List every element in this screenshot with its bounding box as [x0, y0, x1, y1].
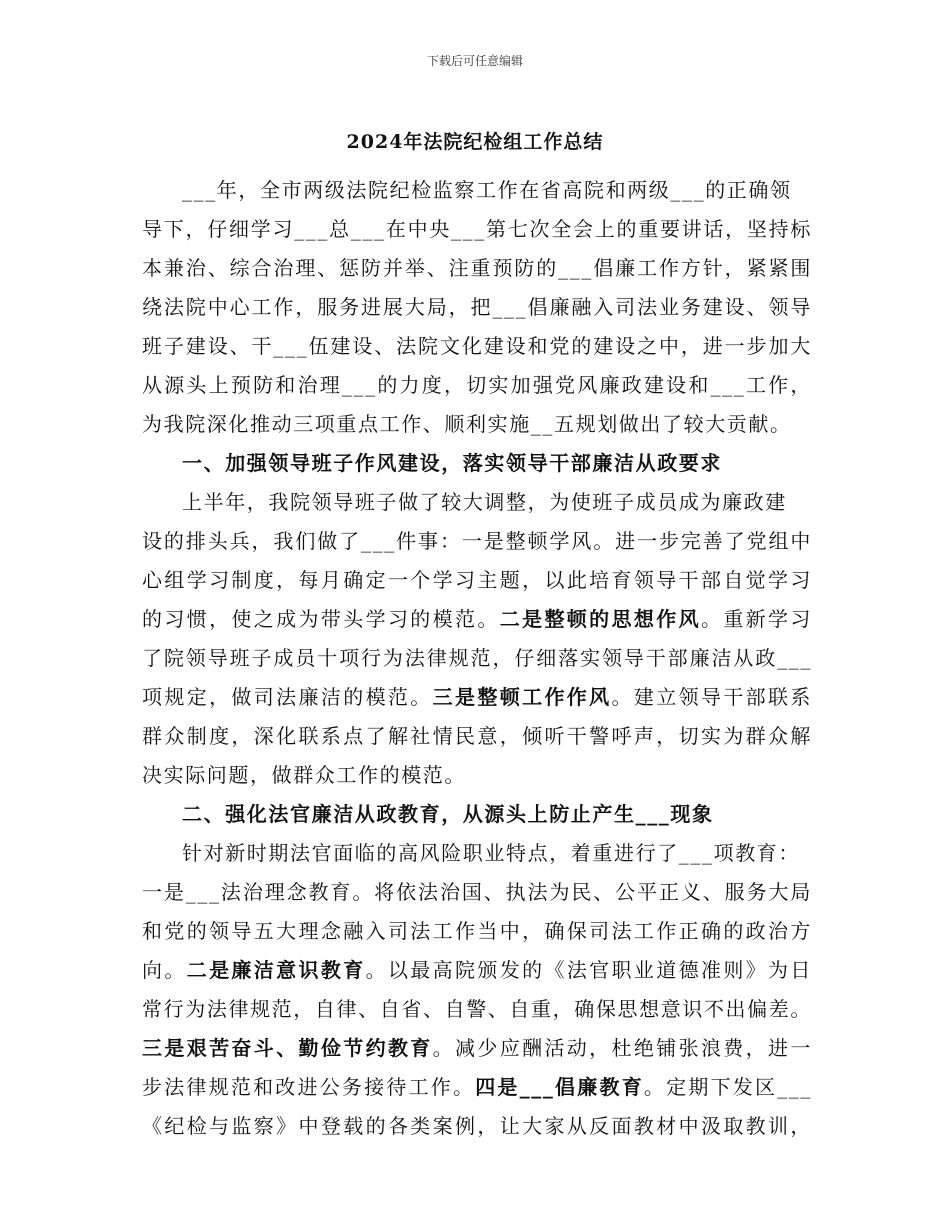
line-text: 本兼治、综合治理、惩防并举、注重预防的___倡廉工作方针，紧紧围	[142, 256, 812, 280]
line-text: 设的排头兵，我们做了___件事：一是整顿学风。进一步完善了党组中	[142, 529, 812, 553]
body-line	[142, 957, 812, 983]
body-line	[142, 567, 812, 593]
body-line	[142, 1035, 812, 1061]
line-text: 项规定，做司法廉洁的模范。	[142, 685, 433, 709]
line-text: ___年，全市两级法院纪检监察工作在省高院和两级___的正确领	[182, 178, 792, 202]
body-line	[142, 684, 812, 710]
heading-text: 一、加强领导班子作风建设，落实领导干部廉洁从政要求	[182, 451, 722, 475]
body-line	[142, 606, 812, 632]
line-text: 。建立领导干部联系	[611, 685, 812, 709]
line-text: 向。	[142, 958, 187, 982]
body-line	[142, 411, 812, 437]
line-text: 步法律规范和改进公务接待工作。	[142, 1075, 476, 1099]
body-line	[182, 489, 812, 515]
line-text: 了院领导班子成员十项行为法律规范，仔细落实领导干部廉洁从政___	[142, 646, 812, 670]
body-line	[142, 528, 812, 554]
heading-text: 二、强化法官廉洁从政教育，从源头上防止产生___现象	[182, 802, 714, 826]
page-title: 2024年法院纪检组工作总结	[346, 131, 604, 153]
body-line	[142, 216, 812, 242]
body-line	[142, 996, 812, 1022]
line-text: 《纪检与监察》中登载的各类案例，让大家从反面教材中汲取教训，	[142, 1114, 812, 1138]
line-text: 心组学习制度，每月确定一个学习主题，以此培育领导干部自觉学习	[142, 568, 812, 592]
line-text: 。减少应酬活动，杜绝铺张浪费，进一	[432, 1036, 812, 1060]
body-line	[182, 177, 812, 203]
line-text: 常行为法律规范，自律、自省、自警、自重，确保思想意识不出偏差。	[142, 997, 812, 1021]
line-text: 群众制度，深化联系点了解社情民意，倾听干警呼声，切实为群众解	[142, 724, 812, 748]
body-line	[142, 762, 812, 788]
section-heading	[182, 801, 812, 827]
bold-text: 三是整顿工作作风	[432, 685, 612, 709]
bold-text: 二是廉洁意识教育	[186, 958, 366, 982]
line-text: 从源头上预防和治理___的力度，切实加强党风廉政建设和___工作，	[142, 373, 812, 397]
body-line	[142, 879, 812, 905]
line-text: 一是___法治理念教育。将依法治国、执法为民、公平正义、服务大局	[142, 880, 812, 904]
line-text: 。以最高院颁发的《法官职业道德准则》为日	[365, 958, 812, 982]
body-line	[182, 840, 812, 866]
line-text: 。重新学习	[700, 607, 813, 631]
bold-text: 二是整顿的思想作风	[499, 607, 701, 631]
line-text: 决实际问题，做群众工作的模范。	[142, 763, 466, 787]
line-text: 。定期下发区___	[643, 1075, 813, 1099]
body-line	[142, 1074, 812, 1100]
body-line	[142, 918, 812, 944]
line-text: 针对新时期法官面临的高风险职业特点，着重进行了___项教育：	[182, 841, 800, 865]
line-text: 的习惯，使之成为带头学习的模范。	[142, 607, 500, 631]
body-line	[142, 294, 812, 320]
bold-text: 四是___倡廉教育	[475, 1075, 644, 1099]
header-note: 下载后可任意编辑	[426, 54, 523, 68]
line-text: 班子建设、干___伍建设、法院文化建设和党的建设之中，进一步加大	[142, 334, 812, 358]
section-heading	[182, 450, 812, 476]
line-text: 导下，仔细学习___总___在中央___第七次全会上的重要讲话，坚持标	[142, 217, 812, 241]
body-line	[142, 723, 812, 749]
bold-text: 三是艰苦奋斗、勤俭节约教育	[142, 1036, 433, 1060]
line-text: 和党的领导五大理念融入司法工作当中，确保司法工作正确的政治方	[142, 919, 812, 943]
body-line	[142, 372, 812, 398]
body-line	[142, 645, 812, 671]
body-line	[142, 333, 812, 359]
line-text: 绕法院中心工作，服务进展大局，把___倡廉融入司法业务建设、领导	[142, 295, 812, 319]
line-text: 上半年，我院领导班子做了较大调整，为使班子成员成为廉政建	[182, 490, 787, 514]
line-text: 为我院深化推动三项重点工作、顺利实施__五规划做出了较大贡献。	[142, 412, 792, 436]
body-line	[142, 1113, 812, 1139]
body-line	[142, 255, 812, 281]
